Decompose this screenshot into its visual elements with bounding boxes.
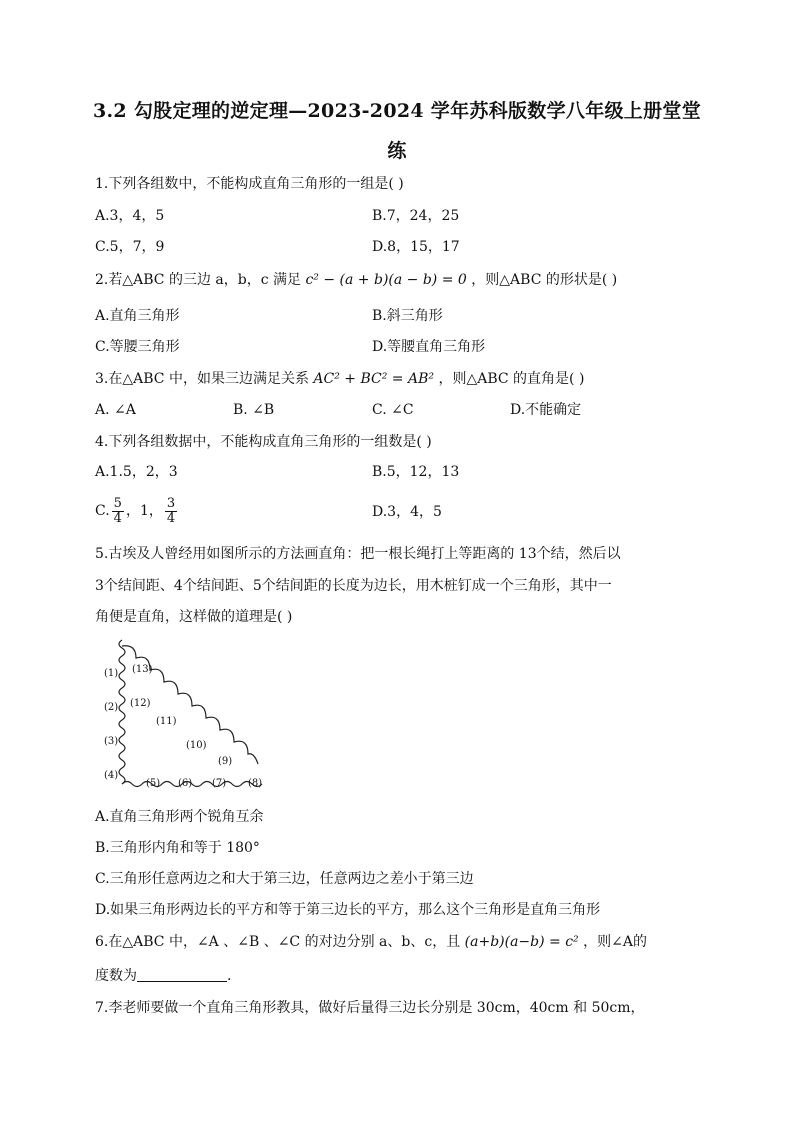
q2-stem-pre: 2.若△ABC 的三边 a，b，c 满足 [95,272,301,288]
q6-degree-label: 度数为 [95,968,137,984]
q6-stem-pre: 6.在△ABC 中，∠A 、∠B 、∠C 的对边分别 a、b、c，且 [95,934,461,950]
q6-stem [95,932,647,952]
q1-option-c: C.5，7，9 [95,239,165,255]
q5-option-a: A.直角三角形两个锐角互余 [95,809,264,825]
q3-option-d: D.不能确定 [510,402,582,418]
rope-vertical-leg [119,640,125,784]
document-title-line1: 3.2 勾股定理的逆定理—2023-2024 学年苏科版数学八年级上册堂堂 [92,100,702,122]
q7-stem: 7.李老师要做一个直角三角形教具，做好后量得三边长分别是 30cm，40cm 和 50cm， [95,1000,645,1016]
q3-option-c: C. ∠C [372,402,414,418]
q6-line2-end: . [227,968,232,984]
q4-fraction-2 [165,497,177,526]
q4-fraction-1-numerator: 5 [113,495,122,511]
document-title-line2: 练 [387,140,407,162]
q6-answer-blank[interactable] [137,967,227,982]
q5-option-c: C.三角形任意两边之和大于第三边，任意两边之差小于第三边 [95,871,474,887]
q5-stem-line2: 3个结间距、4个结间距、5个结间距的长度为边长，用木桩钉成一个三角形，其中一 [95,578,612,594]
q1-option-b: B.7，24，25 [372,208,460,224]
knot-label-3: (3) [104,736,119,747]
q4-option-c-mid: ，1， [125,503,163,519]
q4-fraction-1-denominator: 4 [113,510,122,526]
knot-label-9: (9) [218,756,233,767]
q3-option-a: A. ∠A [95,402,136,418]
q5-option-b: B.三角形内角和等于 180° [95,840,260,856]
q5-stem-line3: 角便是直角，这样做的道理是( ) [95,609,293,625]
knot-label-2: (2) [104,702,119,713]
knot-label-5: (5) [146,778,161,789]
knot-label-6: (6) [178,778,193,789]
q6-line2 [95,966,231,986]
q4-stem: 4.下列各组数据中，不能构成直角三角形的一组数是( ) [95,434,432,450]
knot-label-1: (1) [104,668,119,679]
knot-label-10: (10) [186,740,207,751]
q3-stem-post: ，则△ABC 的直角是( ) [438,371,585,387]
q4-fraction-2-denominator: 4 [166,510,176,526]
q3-option-b: B. ∠B [233,402,275,418]
q3-stem [95,369,584,389]
q2-stem-post: ，则△ABC 的形状是( ) [471,272,618,288]
q2-option-d: D.等腰直角三角形 [372,339,486,355]
q2-option-c: C.等腰三角形 [95,339,180,355]
knot-label-8: (8) [248,778,263,789]
knot-label-4: (4) [104,770,119,781]
knot-label-11: (11) [156,716,177,727]
q5-stem-line1: 5.古埃及人曾经用如图所示的方法画直角：把一根长绳打上等距离的 13个结，然后以 [95,546,621,562]
q1-option-d: D.8，15，17 [372,239,460,255]
q2-option-a: A.直角三角形 [95,308,180,324]
knot-label-12: (12) [130,698,151,709]
q2-stem [95,270,617,290]
q1-stem: 1.下列各组数中，不能构成直角三角形的一组是( ) [95,176,404,192]
q4-option-a: A.1.5，2，3 [95,464,178,480]
knot-label-13: (13) [132,664,153,675]
q3-stem-pre: 3.在△ABC 中，如果三边满足关系 [95,371,309,387]
q4-fraction-2-numerator: 3 [166,495,176,511]
knotted-rope-triangle-figure [98,636,270,796]
q2-formula: c² − (a + b)(a − b) = 0 [305,272,467,288]
q4-option-b: B.5，12，13 [372,464,460,480]
q4-fraction-1 [112,497,124,526]
q6-formula: (a+b)(a−b) = c² [464,934,579,950]
q5-option-d: D.如果三角形两边长的平方和等于第三边长的平方，那么这个三角形是直角三角形 [95,902,601,918]
q2-option-b: B.斜三角形 [372,308,443,324]
q3-formula: AC² + BC² = AB² [313,371,434,387]
knot-label-7: (7) [212,778,227,789]
q4-option-c [95,493,179,529]
q6-stem-post: ，则∠A的 [583,934,647,950]
q4-option-c-prefix: C. [95,503,110,519]
q1-option-a: A.3，4，5 [95,208,165,224]
q4-option-d: D.3，4，5 [372,504,442,520]
